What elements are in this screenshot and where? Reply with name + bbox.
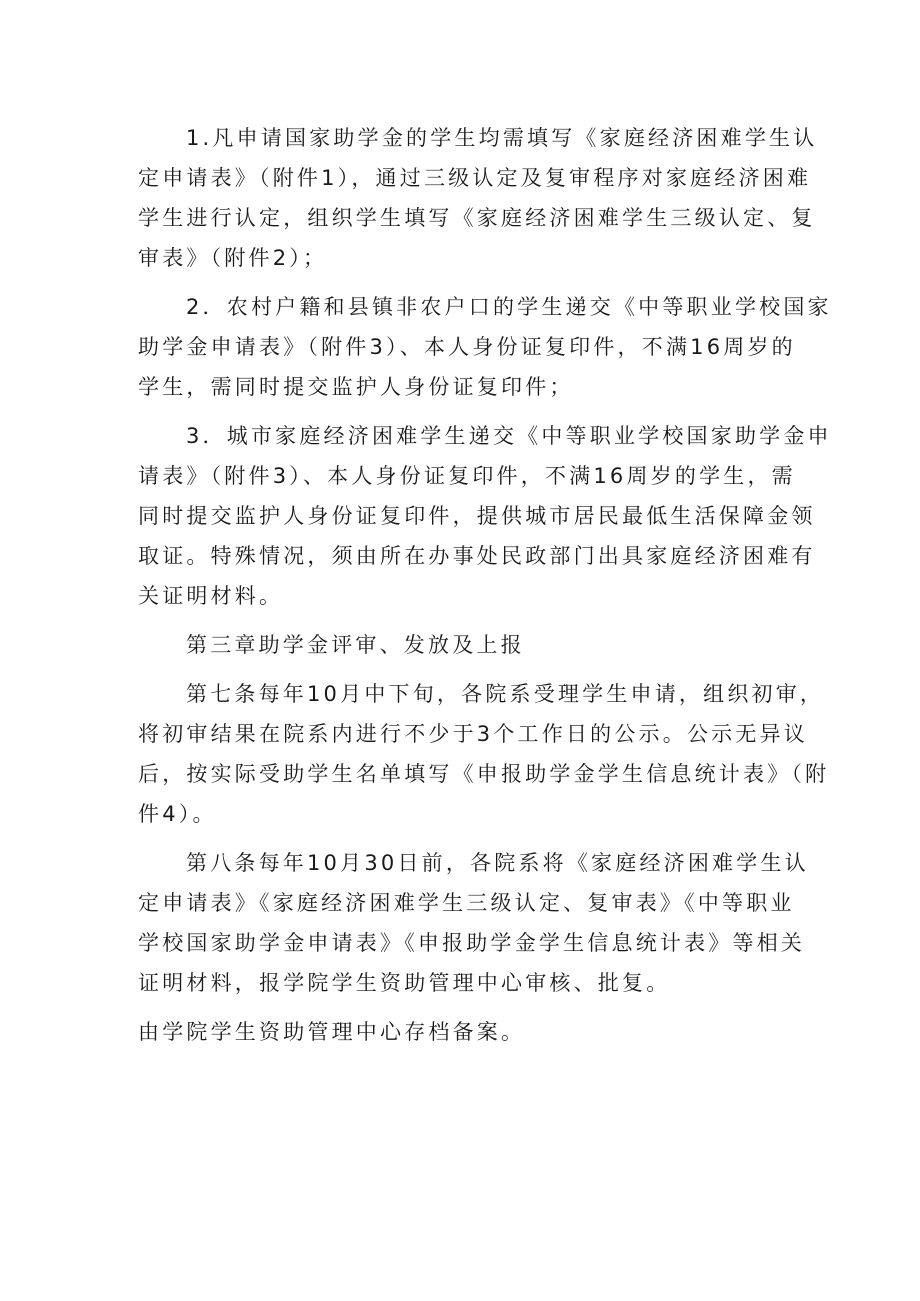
text-line: 证明材料，报学院学生资助管理中心审核、批复。 — [138, 971, 671, 995]
text-line: 第三章助学金评审、发放及上报 — [186, 633, 525, 657]
text-line: 学生进行认定，组织学生填写《家庭经济困难学生三级认定、复 — [138, 206, 816, 230]
paragraph-article-7 — [138, 674, 830, 834]
text-line: 请表》（附件3）、本人身份证复印件，不满16周岁的学生，需 — [138, 464, 796, 488]
paragraph-item-2-rural-students — [138, 287, 832, 407]
text-line: 关证明材料。 — [138, 584, 284, 608]
text-line: 第八条每年10月30日前，各院系将《家庭经济困难学生认 — [186, 851, 809, 875]
text-line: 同时提交监护人身份证复印件，提供城市居民最低生活保障金领 — [138, 504, 816, 528]
text-line: 学校国家助学金申请表》《申报助学金学生信息统计表》等相关 — [138, 931, 806, 955]
paragraph-article-8 — [138, 843, 809, 1003]
paragraph-archive-note — [138, 1012, 798, 1052]
document-page — [138, 118, 832, 1061]
chapter-heading — [138, 625, 798, 665]
text-line: 后，按实际受助学生名单填写《申报助学金学生信息统计表》（附 — [138, 762, 830, 786]
paragraph-item-1-application-form — [138, 118, 818, 278]
text-line: 由学院学生资助管理中心存档备案。 — [138, 1020, 526, 1044]
text-line: 件4）。 — [138, 802, 217, 826]
text-line: 1.凡申请国家助学金的学生均需填写《家庭经济困难学生认 — [186, 126, 818, 150]
text-line: 助学金申请表》（附件3）、本人身份证复印件，不满16周岁的 — [138, 335, 796, 359]
text-line: 第七条每年10月中下旬，各院系受理学生申请，组织初审， — [186, 682, 825, 706]
text-line: 学生，需同时提交监护人身份证复印件； — [138, 375, 574, 399]
text-line: 定申请表》《家庭经济困难学生三级认定、复审表》《中等职业 — [138, 891, 795, 915]
text-line: 审表》（附件2）； — [138, 246, 328, 270]
text-line: 将初审结果在院系内进行不少于3个工作日的公示。公示无异议 — [138, 722, 808, 746]
paragraph-item-3-urban-students — [138, 416, 832, 616]
text-line: 2．农村户籍和县镇非农户口的学生递交《中等职业学校国家 — [186, 295, 832, 319]
text-line: 取证。特殊情况，须由所在办事处民政部门出具家庭经济困难有 — [138, 544, 816, 568]
text-line: 3．城市家庭经济困难学生递交《中等职业学校国家助学金申 — [186, 424, 832, 448]
text-line: 定申请表》（附件1），通过三级认定及复审程序对家庭经济困难 — [138, 166, 812, 190]
